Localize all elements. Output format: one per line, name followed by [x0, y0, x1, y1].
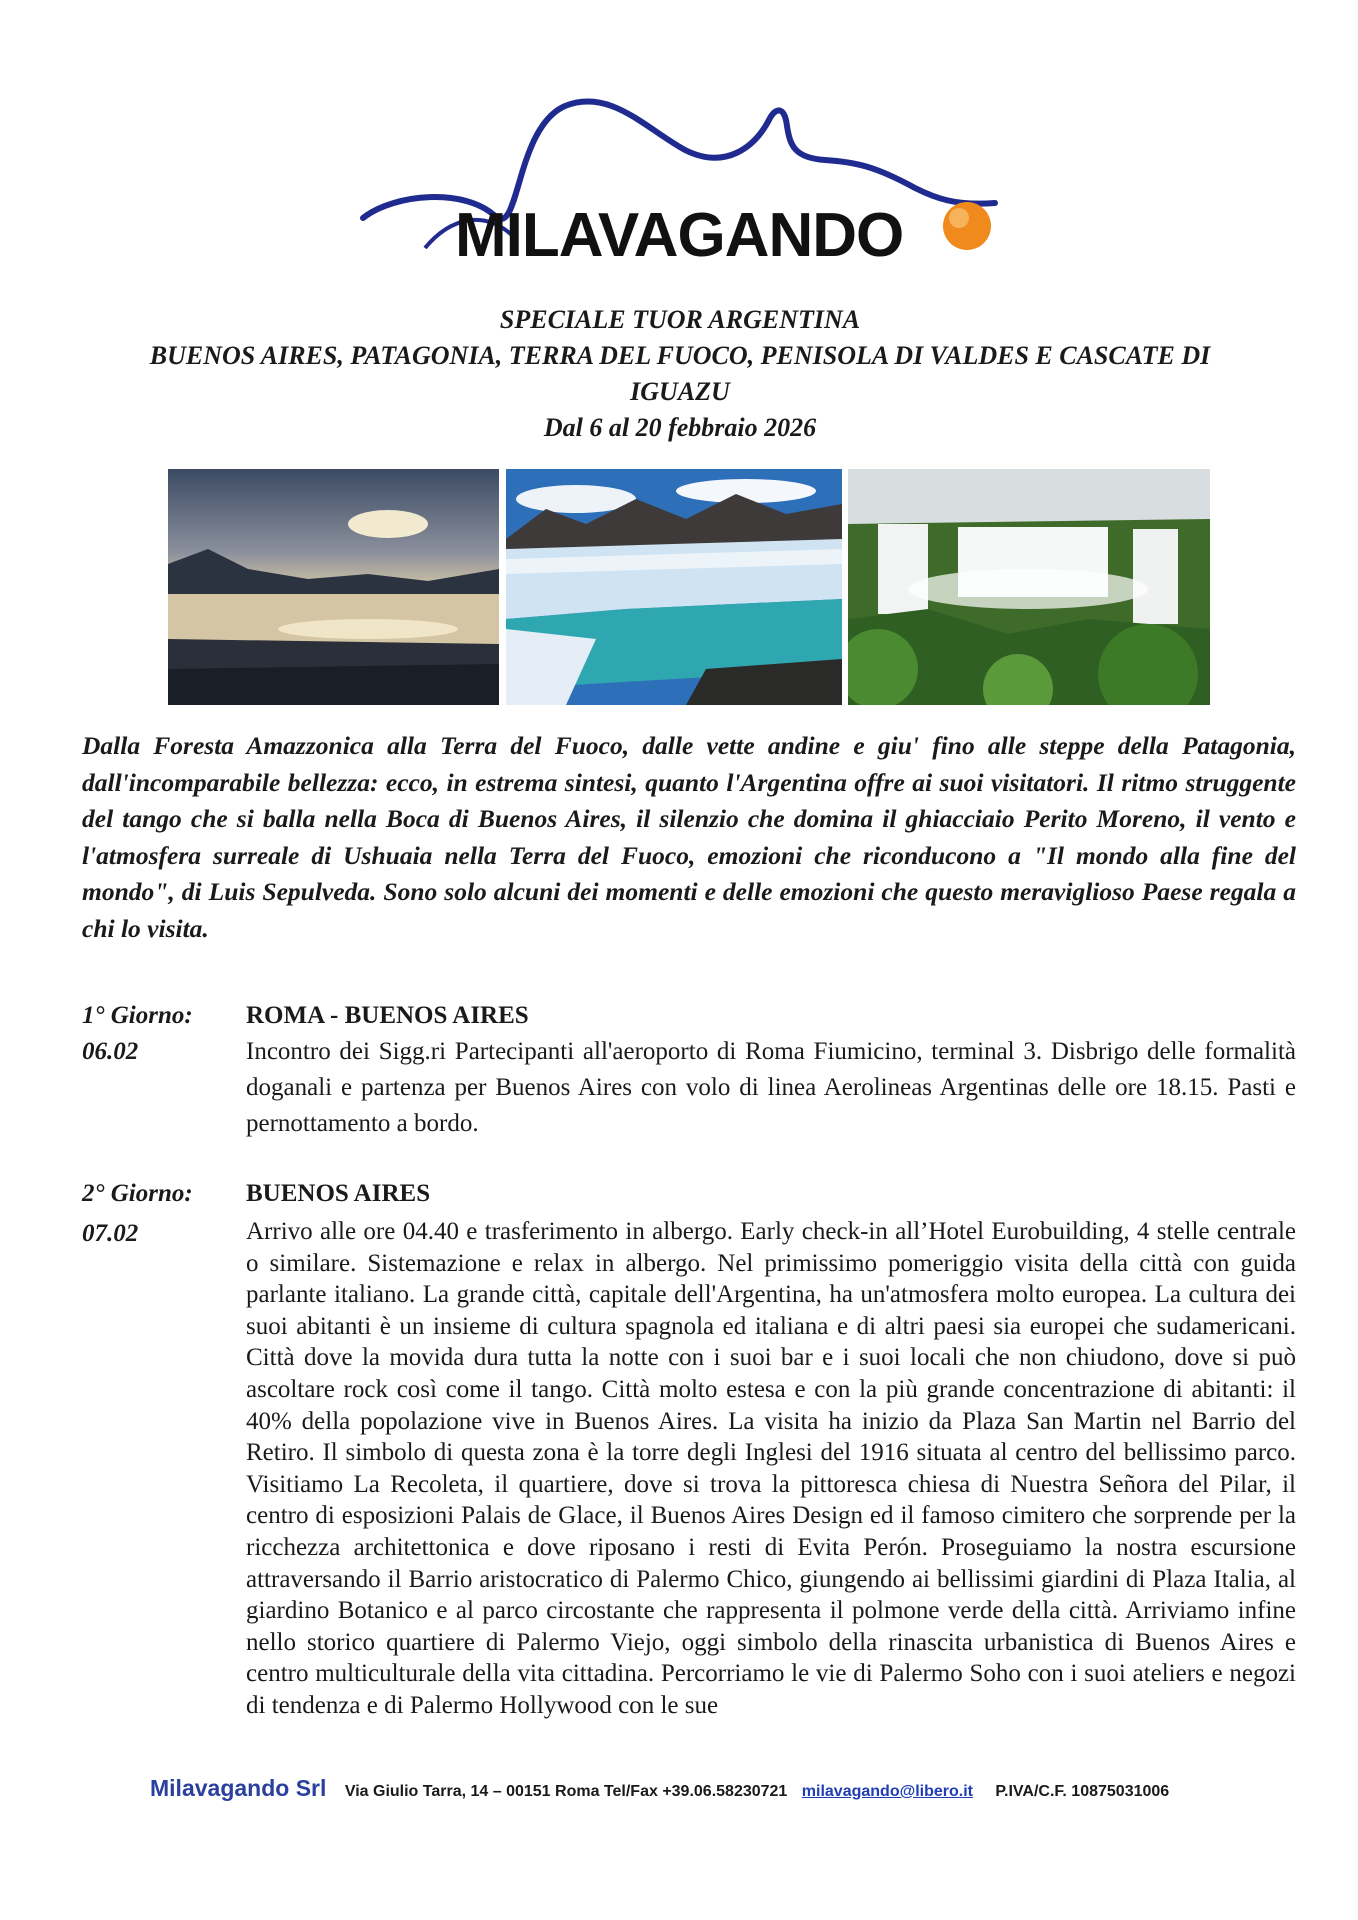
page-footer	[150, 1775, 1250, 1802]
ushuaia-bay-photo	[168, 469, 499, 705]
day-date: 07.02	[82, 1220, 139, 1247]
day-description: Incontro dei Sigg.ri Partecipanti all'aeroporto di Roma Fiumicino, terminal 3. Disbrigo delle formalità doganali e partenza per Buenos Aires con volo di linea Aerolineas Argentinas delle ore 18.15. Pasti e pernottamento a bordo.	[246, 1038, 1296, 1137]
day-place: ROMA - BUENOS AIRES	[246, 1002, 529, 1029]
itinerary-day-2	[82, 1176, 1296, 1722]
logo-wordmark: MILAVAGANDO	[455, 201, 904, 270]
intro-paragraph: Dalla Foresta Amazzonica alla Terra del Fuoco, dalle vette andine e giu' fino alle steppe della Patagonia, dall'incomparabile bellezza: ecco, in estrema sintesi, quanto l'Argentina offre ai suoi visitatori. Il ritmo struggente del tango che si balla nella Boca di Buenos Aires, il silenzio che domina il ghiacciaio Perito Moreno, il vento e l'atmosfera surreale di Ushuaia nella Terra del Fuoco, emozioni che riconducono a "Il mondo alla fine del mondo", di Luis Sepulveda. Sono solo alcuni dei momenti e delle emozioni che questo meraviglioso Paese regala a chi lo visita.	[82, 731, 1296, 943]
logo-graphic	[355, 88, 1015, 278]
footer-vat: P.IVA/C.F. 10875031006	[995, 1783, 1170, 1800]
footer-address: Via Giulio Tarra, 14 – 00151 Roma Tel/Fax +39.06.58230721	[344, 1783, 788, 1800]
tour-header	[60, 302, 1300, 446]
footer-company: Milavagando Srl	[150, 1775, 327, 1801]
footer-email-link[interactable]: milavagando@libero.it	[801, 1783, 973, 1800]
tour-title: SPECIALE TUOR ARGENTINA	[499, 305, 861, 334]
day-place: BUENOS AIRES	[246, 1180, 431, 1207]
day-label: 1° Giorno:	[82, 1002, 193, 1029]
itinerary-day-1	[82, 998, 1296, 1142]
iguazu-falls-photo	[848, 469, 1210, 705]
milavagando-logo	[355, 88, 1015, 278]
tour-dates: Dal 6 al 20 febbraio 2026	[543, 413, 817, 442]
tour-destinations: BUENOS AIRES, PATAGONIA, TERRA DEL FUOCO, PENISOLA DI VALDES E CASCATE DI IGUAZU	[149, 341, 1211, 406]
photo-strip	[0, 469, 1358, 709]
day-date: 06.02	[82, 1038, 139, 1065]
day-label: 2° Giorno:	[82, 1180, 193, 1207]
perito-moreno-glacier-photo	[506, 469, 842, 705]
day-description: Arrivo alle ore 04.40 e trasferimento in albergo. Early check-in all’Hotel Eurobuilding, 4 stelle centrale o similare. Sistemazione e relax in albergo. Nel primissimo pomeriggio visita della città con guida parlante italiano. La grande città, capitale dell'Argentina, ha un'atmosfera molto europea. La cultura dei suoi abitanti è un insieme di cultura spagnola ed italiana e di altri paesi sia europei che sudamericani. Città dove la movida dura tutta la notte con i suoi bar e i suoi locali che non chiudono, dove si può ascoltare rock così come il tango. Città molto estesa e con la più grande concentrazione di abitanti: il 40% della popolazione vive in Buenos Aires. La visita ha inizio da Plaza San Martin nel Barrio del Retiro. Il simbolo di questa zona è la torre degli Inglesi del 1916 situata al centro del bellissimo parco. Visitiamo La Recoleta, il quartiere, dove si trova la pittoresca chiesa di Nuestra Señora del Pilar, il centro di esposizioni Palais de Glace, il Buenos Aires Design ed il famoso cimitero che sorprende per la ricchezza architettonica e dove riposano i resti di Evita Perón. Proseguiamo la nostra escursione attraversando il Barrio aristocratico di Palermo Chico, giungendo ai bellissimi giardini di Plaza Italia, al giardino Botanico e al parco circostante che rappresenta il polmone verde della città. Arriviamo infine nello storico quartiere di Palermo Viejo, oggi simbolo della rinascita urbanistica di Buenos Aires e centro multiculturale della vita cittadina. Percorriamo le vie di Palermo Soho con i suoi ateliers e negozi di tendenza e di Palermo Hollywood con le sue	[246, 1218, 1296, 1719]
